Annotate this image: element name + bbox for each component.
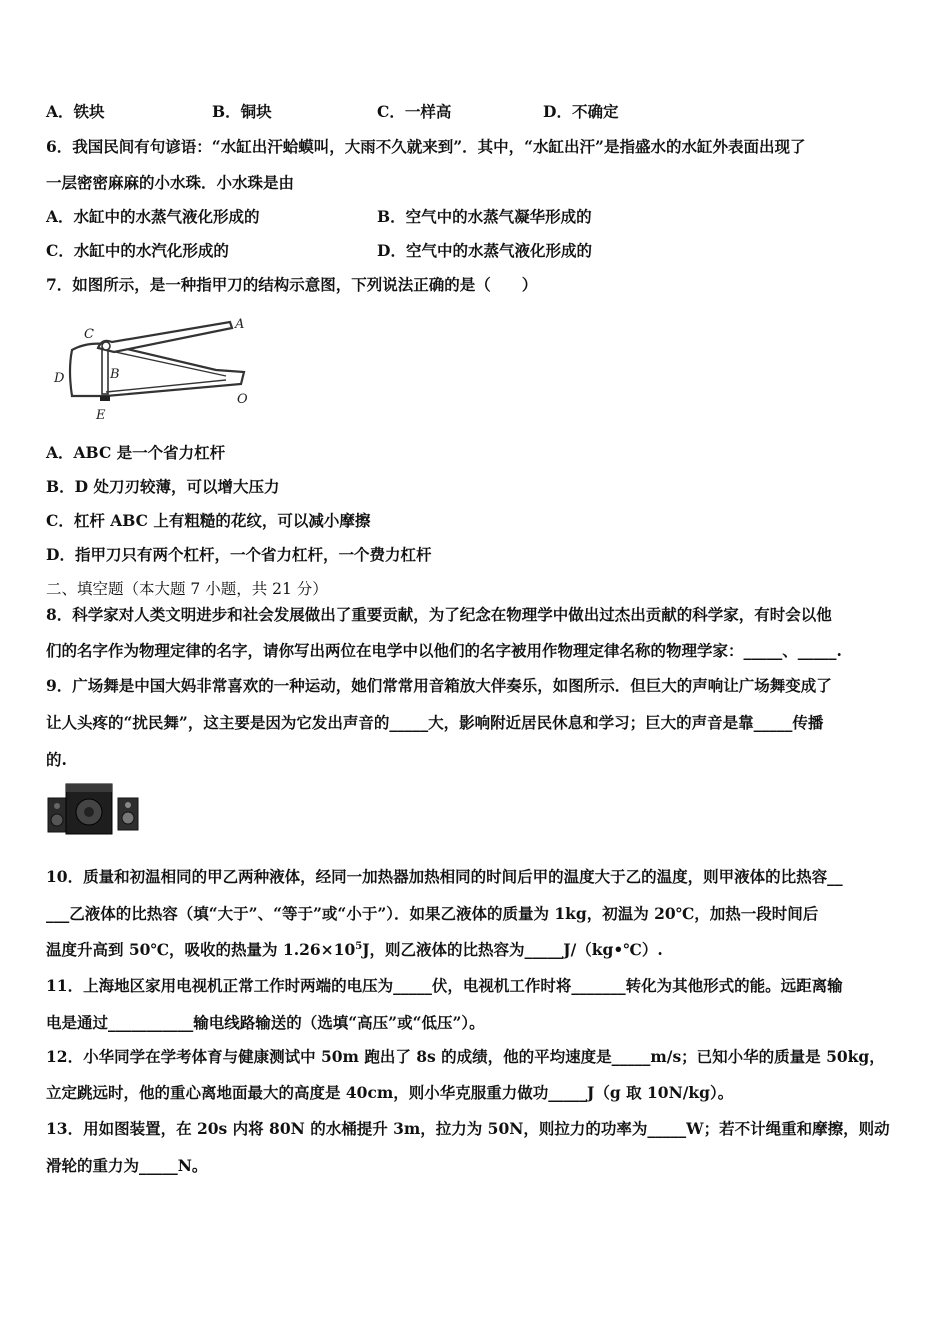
- q7-stem: 7．如图所示，是一种指甲刀的结构示意图，下列说法正确的是（ ）: [46, 275, 538, 294]
- label-o: O: [237, 392, 248, 407]
- q5-option-c: C．一样高: [377, 102, 452, 121]
- q7-option-d: D．指甲刀只有两个杠杆，一个省力杠杆，一个费力杠杆: [46, 545, 432, 564]
- q13-line1: 13．用如图装置，在 20s 内将 80N 的水桶提升 3m，拉力为 50N，则拉力的功率为_____W；若不计绳重和摩擦，则动: [46, 1119, 890, 1138]
- label-a: A: [235, 317, 245, 332]
- q7-option-a: A．ABC 是一个省力杠杆: [46, 443, 226, 462]
- q6-option-c: C．水缸中的水汽化形成的: [46, 241, 229, 260]
- q5-option-a: A．铁块: [46, 102, 105, 121]
- q9-line1: 9．广场舞是中国大妈非常喜欢的一种运动，她们常常用音箱放大伴奏乐，如图所示．但巨大的声响让广场舞变成了: [46, 676, 832, 695]
- q8-line1: 8．科学家对人类文明进步和社会发展做出了重要贡献，为了纪念在物理学中做出过杰出贡献的科学家，有时会以他: [46, 605, 832, 624]
- q5-option-d: D．不确定: [543, 102, 619, 121]
- blade-e: [100, 396, 110, 401]
- lever-abc: [98, 322, 232, 352]
- pin-b: [102, 346, 108, 394]
- right-woofer: [122, 812, 134, 824]
- q5-option-b: B．铜块: [212, 102, 272, 121]
- lever-pivot: [102, 342, 110, 350]
- label-c: C: [84, 327, 94, 342]
- label-d: D: [54, 371, 65, 386]
- section-2-heading: 二、填空题（本大题 7 小题，共 21 分）: [46, 580, 328, 598]
- q10-line3-post: J，则乙液体的比热容为_____J/（kg•℃）.: [362, 940, 663, 959]
- q10-line1: 10．质量和初温相同的甲乙两种液体，经同一加热器加热相同的时间后甲的温度大于乙的温度，则甲液体的比热容__: [46, 867, 843, 886]
- q12-line1: 12．小华同学在学考体育与健康测试中 50m 跑出了 8s 的成绩，他的平均速度是_____m/s；已知小华的质量是 50kg，: [46, 1047, 885, 1066]
- jaw-inner-line: [106, 350, 226, 376]
- q7-option-c: C．杠杆 ABC 上有粗糙的花纹，可以减小摩擦: [46, 511, 371, 530]
- q8-line2: 们的名字作为物理定律的名字，请你写出两位在电学中以他们的名字被用作物理定律名称的物理学家：_____、_____.: [46, 641, 842, 660]
- left-tweeter: [54, 803, 60, 809]
- q6-option-b: B．空气中的水蒸气凝华形成的: [377, 207, 592, 226]
- q9-line3: 的.: [46, 750, 67, 769]
- q6-option-d: D．空气中的水蒸气液化形成的: [377, 241, 592, 260]
- label-b: B: [110, 367, 120, 382]
- q13-line2: 滑轮的重力为_____N。: [46, 1156, 208, 1175]
- q9-line2: 让人头疼的“扰民舞”，这主要是因为它发出声音的_____大，影响附近居民休息和学习；巨大的声音是靠_____传播: [46, 713, 824, 732]
- q7-option-b: B．D 处刀刃较薄，可以增大压力: [46, 477, 280, 496]
- q6-option-a: A．水缸中的水蒸气液化形成的: [46, 207, 260, 226]
- q6-stem-line2: 一层密密麻麻的小水珠．小水珠是由: [46, 173, 295, 192]
- q11-line2: 电是通过___________输电线路输送的（选填“高压”或“低压”）。: [46, 1013, 485, 1032]
- q10-line3: [46, 940, 663, 960]
- subwoofer-center: [84, 807, 94, 817]
- q6-stem-line1: 6．我国民间有句谚语：“水缸出汗蛤蟆叫，大雨不久就来到”．其中，“水缸出汗”是指盛水的水缸外表面出现了: [46, 137, 806, 156]
- left-woofer: [51, 814, 63, 826]
- nail-clipper-figure: [46, 310, 256, 425]
- q11-line1: 11．上海地区家用电视机正常工作时两端的电压为_____伏，电视机工作时将_______转化为其他形式的能。远距离输: [46, 976, 843, 995]
- q10-exponent: 5: [355, 940, 363, 952]
- lower-jaw-shape: [70, 344, 244, 396]
- subwoofer-top: [66, 784, 112, 792]
- right-tweeter: [125, 802, 131, 808]
- label-e: E: [96, 408, 106, 423]
- q10-line3-pre: 温度升高到 50℃，吸收的热量为 1.26×10: [46, 940, 356, 959]
- speaker-figure: [46, 780, 142, 836]
- q10-line2: ___乙液体的比热容（填“大于”、“等于”或“小于”）．如果乙液体的质量为 1kg，初温为 20℃，加热一段时间后: [46, 904, 819, 923]
- q12-line2: 立定跳远时，他的重心离地面最大的高度是 40cm，则小华克服重力做功_____J（g 取 10N/kg）。: [46, 1083, 734, 1102]
